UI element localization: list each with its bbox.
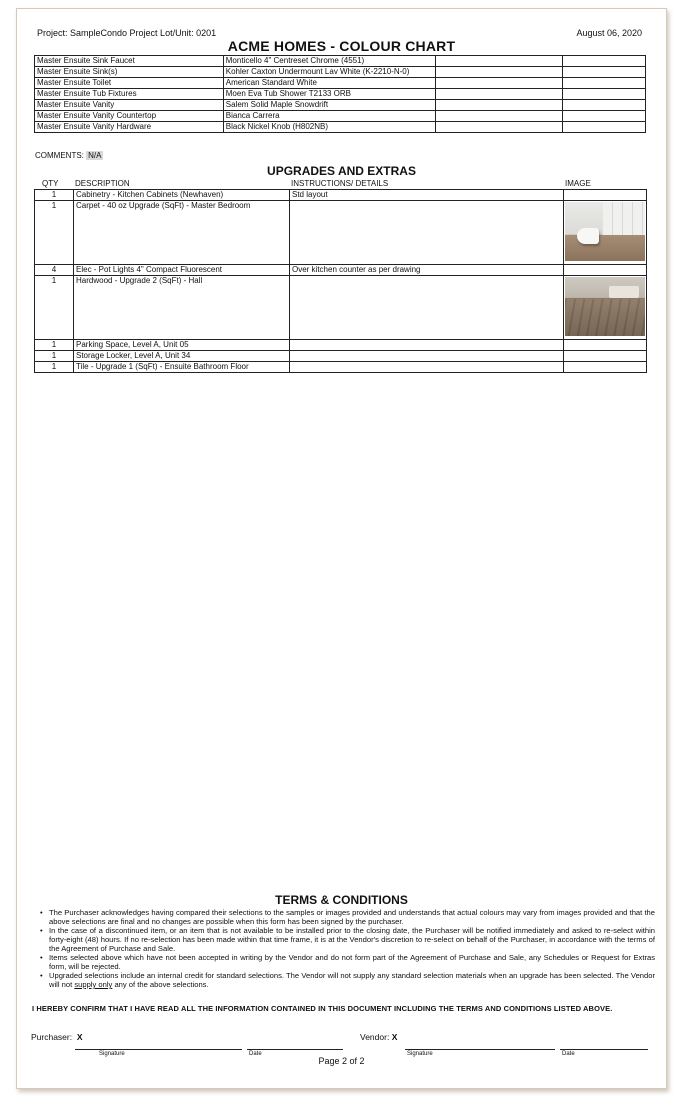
vendor-label: Vendor: X [360, 1032, 398, 1042]
purchaser-signature-line[interactable] [75, 1049, 242, 1050]
confirmation-statement: I HEREBY CONFIRM THAT I HAVE READ ALL THE INFORMATION CONTAINED IN THIS DOCUMENT INCLUDING THE TERMS AND CONDITIONS LISTED ABOVE. [32, 1004, 613, 1013]
header-description: DESCRIPTION [75, 179, 130, 188]
document-page [16, 8, 667, 1089]
colour-empty-cell [563, 56, 646, 67]
colour-empty-cell [563, 78, 646, 89]
page-title: ACME HOMES - COLOUR CHART [227, 38, 456, 54]
purchaser-date-caption: Date [249, 1051, 262, 1057]
colour-empty-cell [563, 111, 646, 122]
terms-list [39, 908, 655, 989]
upgrade-instructions [290, 201, 564, 265]
colour-chart-row [35, 122, 646, 133]
colour-chart-row [35, 78, 646, 89]
upgrade-qty: 1 [35, 201, 74, 265]
terms-item: • Upgraded selections include an internal credit for standard selections. The Vendor will not supply any standard selection materials when an upgrade has been selected. The Vendor will not supply only any of the above selections. [49, 971, 655, 989]
colour-item: Master Ensuite Vanity Hardware [35, 122, 224, 133]
comments [35, 151, 103, 160]
vendor-signature-caption: Signature [407, 1051, 433, 1057]
colour-item: Master Ensuite Sink Faucet [35, 56, 224, 67]
colour-selection: Kohler Caxton Undermount Lav White (K-2210-N-0) [223, 67, 435, 78]
upgrade-description: Cabinetry - Kitchen Cabinets (Newhaven) [74, 190, 290, 201]
purchaser-date-line[interactable] [247, 1049, 343, 1050]
comments-label: COMMENTS: [35, 151, 84, 160]
upgrade-row [35, 190, 647, 201]
upgrade-instructions [290, 340, 564, 351]
colour-empty-cell [435, 122, 563, 133]
colour-selection: Bianca Carrera [223, 111, 435, 122]
project-info: Project: SampleCondo Project Lot/Unit: 0201 [37, 28, 217, 38]
terms-item: • Items selected above which have not been accepted in writing by the Vendor and do not form part of the Agreement of Purchase and Sale, any Schedules or Request for Extras form, will be rejected. [49, 953, 655, 971]
colour-selection: Monticello 4" Centreset Chrome (4551) [223, 56, 435, 67]
terms-item: • The Purchaser acknowledges having compared their selections to the samples or images provided and understands that actual colours may vary from images provided and that the above selections are final and no changes are possible when this form has been signed by the purchaser. [49, 908, 655, 926]
colour-selection: Black Nickel Knob (H802NB) [223, 122, 435, 133]
upgrade-row [35, 276, 647, 340]
upgrade-qty: 1 [35, 340, 74, 351]
upgrade-qty: 4 [35, 265, 74, 276]
upgrade-image-cell [564, 190, 647, 201]
colour-empty-cell [435, 56, 563, 67]
purchaser-mark: X [76, 1032, 83, 1042]
vendor-mark: X [391, 1032, 398, 1042]
comments-value: N/A [88, 151, 102, 160]
colour-chart-row [35, 56, 646, 67]
vendor-date-caption: Date [562, 1051, 575, 1057]
upgrade-instructions [290, 351, 564, 362]
upgrade-description: Elec - Pot Lights 4" Compact Fluorescent [74, 265, 290, 276]
upgrade-row [35, 265, 647, 276]
colour-chart-row [35, 111, 646, 122]
upgrade-row [35, 351, 647, 362]
colour-selection: American Standard White [223, 78, 435, 89]
upgrade-row [35, 201, 647, 265]
upgrade-image-cell [564, 265, 647, 276]
colour-empty-cell [435, 67, 563, 78]
upgrade-qty: 1 [35, 190, 74, 201]
upgrade-instructions: Over kitchen counter as per drawing [290, 265, 564, 276]
upgrade-description: Tile - Upgrade 1 (SqFt) - Ensuite Bathroom Floor [74, 362, 290, 373]
colour-item: Master Ensuite Vanity [35, 100, 224, 111]
upgrade-image-cell [564, 362, 647, 373]
colour-selection: Salem Solid Maple Snowdrift [223, 100, 435, 111]
hardwood-floor-photo [565, 277, 645, 336]
header-qty: QTY [42, 179, 59, 188]
colour-chart-row [35, 100, 646, 111]
purchaser-label: Purchaser: X [31, 1032, 83, 1042]
colour-empty-cell [435, 100, 563, 111]
colour-item: Master Ensuite Tub Fixtures [35, 89, 224, 100]
page-number: Page 2 of 2 [318, 1056, 365, 1066]
colour-chart-table [34, 55, 646, 133]
colour-empty-cell [563, 89, 646, 100]
bedroom-carpet-photo [565, 202, 645, 261]
document-date: August 06, 2020 [576, 28, 642, 38]
colour-item: Master Ensuite Toilet [35, 78, 224, 89]
colour-empty-cell [563, 67, 646, 78]
upgrade-instructions [290, 362, 564, 373]
header-instructions: INSTRUCTIONS/ DETAILS [291, 179, 389, 188]
upgrade-row [35, 362, 647, 373]
colour-empty-cell [435, 111, 563, 122]
colour-item: Master Ensuite Vanity Countertop [35, 111, 224, 122]
upgrade-description: Carpet - 40 oz Upgrade (SqFt) - Master Bedroom [74, 201, 290, 265]
colour-empty-cell [435, 78, 563, 89]
upgrades-header [34, 179, 646, 189]
vendor-date-line[interactable] [560, 1049, 648, 1050]
upgrades-table [34, 189, 647, 373]
upgrade-image-cell [564, 351, 647, 362]
upgrade-qty: 1 [35, 362, 74, 373]
colour-empty-cell [435, 89, 563, 100]
upgrade-description: Storage Locker, Level A, Unit 34 [74, 351, 290, 362]
upgrade-image-cell [564, 276, 647, 340]
terms-title: TERMS & CONDITIONS [275, 893, 408, 907]
vendor-signature-line[interactable] [405, 1049, 555, 1050]
upgrade-qty: 1 [35, 351, 74, 362]
purchaser-signature-caption: Signature [99, 1051, 125, 1057]
colour-empty-cell [563, 122, 646, 133]
upgrades-title: UPGRADES AND EXTRAS [267, 164, 416, 178]
underlined-text: supply only [74, 980, 113, 989]
upgrade-description: Parking Space, Level A, Unit 05 [74, 340, 290, 351]
upgrade-description: Hardwood - Upgrade 2 (SqFt) - Hall [74, 276, 290, 340]
colour-chart-row [35, 89, 646, 100]
header-image: IMAGE [565, 179, 591, 188]
colour-item: Master Ensuite Sink(s) [35, 67, 224, 78]
upgrade-image-cell [564, 340, 647, 351]
upgrade-instructions: Std layout [290, 190, 564, 201]
terms-item: • In the case of a discontinued item, or an item that is not available to be installed prior to the closing date, the Purchaser will be notified immediately and asked to re-select within forty-eight (48) hours. If no re-selection has been made within that time frame, it is at the Vendor's discretion to re-select on behalf of the Purchaser, in accordance with the terms of the Agreement of Purchase and Sale. [49, 926, 655, 953]
upgrade-row [35, 340, 647, 351]
colour-selection: Moen Eva Tub Shower T2133 ORB [223, 89, 435, 100]
colour-empty-cell [563, 100, 646, 111]
upgrade-image-cell [564, 201, 647, 265]
colour-chart-row [35, 67, 646, 78]
upgrade-qty: 1 [35, 276, 74, 340]
upgrade-instructions [290, 276, 564, 340]
